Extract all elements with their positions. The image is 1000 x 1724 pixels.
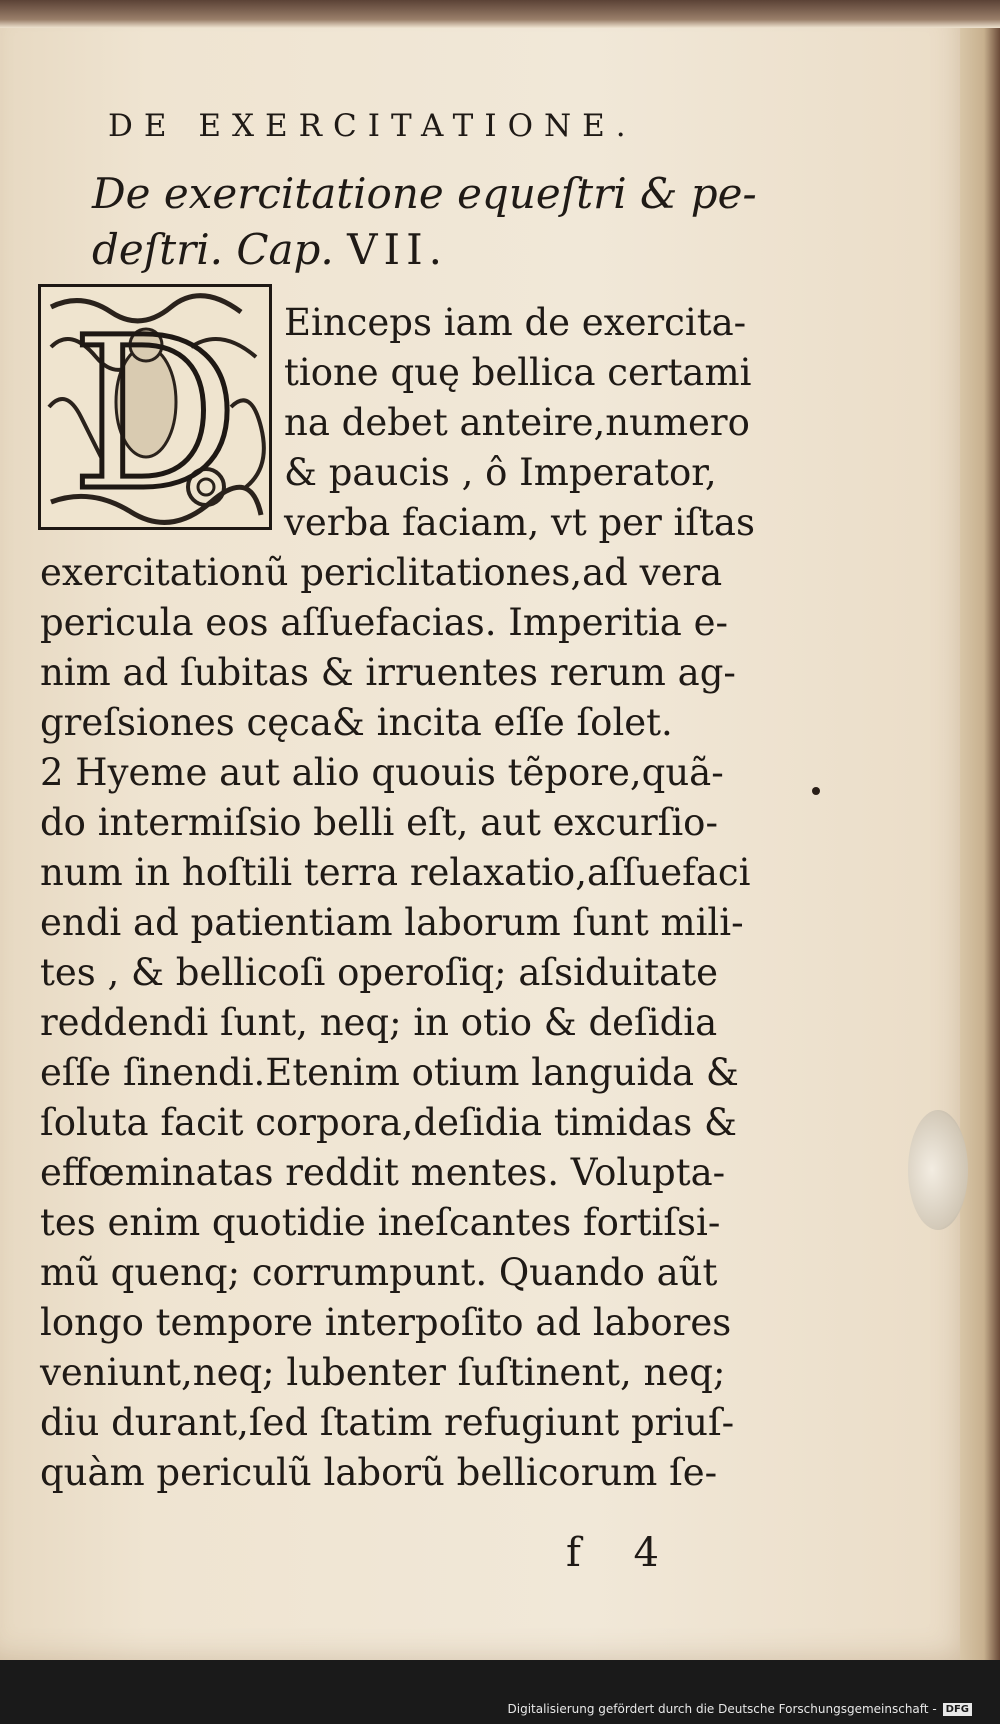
text-line: ſoluta facit corpora,deſidia timidas & bbox=[40, 1101, 737, 1144]
text-line: tes enim quotidie ineſcantes fortiſsi- bbox=[40, 1201, 721, 1244]
text-line: veniunt,neq; lubenter ſuſtinent, neq; bbox=[40, 1351, 726, 1394]
text-line: quàm periculũ laborũ bellicorum ſe- bbox=[40, 1451, 718, 1494]
text-line: effœminatas reddit mentes. Volupta- bbox=[40, 1151, 726, 1194]
text-line: Einceps iam de exercita- bbox=[284, 301, 747, 344]
text-line: tes , & bellicoſi operoſiq; aſsiduitate bbox=[40, 951, 718, 994]
text-line: do intermiſsio belli eſt, aut excurſio- bbox=[40, 801, 718, 844]
initial-letter: D bbox=[70, 292, 240, 527]
top-binding bbox=[0, 0, 1000, 28]
chapter-title-line2 bbox=[92, 222, 757, 278]
text-line: verba faciam, vt per iſtas bbox=[284, 501, 755, 544]
text-line: na debet anteire,numero bbox=[284, 401, 750, 444]
chapter-title bbox=[92, 166, 757, 278]
chapter-number: VII. bbox=[347, 225, 449, 274]
text-line: tione quę bellica certami bbox=[284, 351, 752, 394]
footer-bar bbox=[0, 1660, 1000, 1724]
chapter-title-text: deſtri. Cap. bbox=[92, 225, 334, 274]
clip-shadow bbox=[908, 1110, 968, 1230]
text-line: pericula eos aſſuefacias. Imperitia e- bbox=[40, 601, 729, 644]
footer-text: Digitalisierung gefördert durch die Deutsche Forschungsgemeinschaft - bbox=[507, 1702, 937, 1716]
text-line: endi ad patientiam laborum ſunt mili- bbox=[40, 901, 744, 944]
text-line: & paucis , ô Imperator, bbox=[284, 451, 717, 494]
running-head: DE EXERCITATIONE. bbox=[108, 108, 637, 144]
text-line: 2 Hyeme aut alio quouis tẽpore,quã- bbox=[40, 751, 724, 794]
footer-credit bbox=[508, 1702, 973, 1716]
chapter-title-line1: De exercitatione equeſtri & pe- bbox=[92, 169, 757, 218]
signature-mark: f 4 bbox=[566, 1530, 679, 1576]
text-line: eſſe ſinendi.Etenim otium languida & bbox=[40, 1051, 739, 1094]
ink-spot bbox=[812, 787, 820, 795]
body-text bbox=[40, 298, 760, 1498]
text-line: greſsiones cęca& incita eſſe ſolet. bbox=[40, 701, 673, 744]
text-line: exercitationũ periclitationes,ad vera bbox=[40, 551, 723, 594]
dfg-logo: DFG bbox=[943, 1703, 972, 1716]
text-line: nim ad ſubitas & irruentes rerum ag- bbox=[40, 651, 736, 694]
text-line: reddendi ſunt, neq; in otio & deſidia bbox=[40, 1001, 718, 1044]
text-line: num in hoſtili terra relaxatio,aſſuefaci bbox=[40, 851, 751, 894]
text-line: longo tempore interpoſito ad labores bbox=[40, 1301, 732, 1344]
text-line: mũ quenq; corrumpunt. Quando aũt bbox=[40, 1251, 718, 1294]
text-line: diu durant,ſed ſtatim refugiunt priuſ- bbox=[40, 1401, 735, 1444]
page-edge bbox=[960, 0, 1000, 1660]
